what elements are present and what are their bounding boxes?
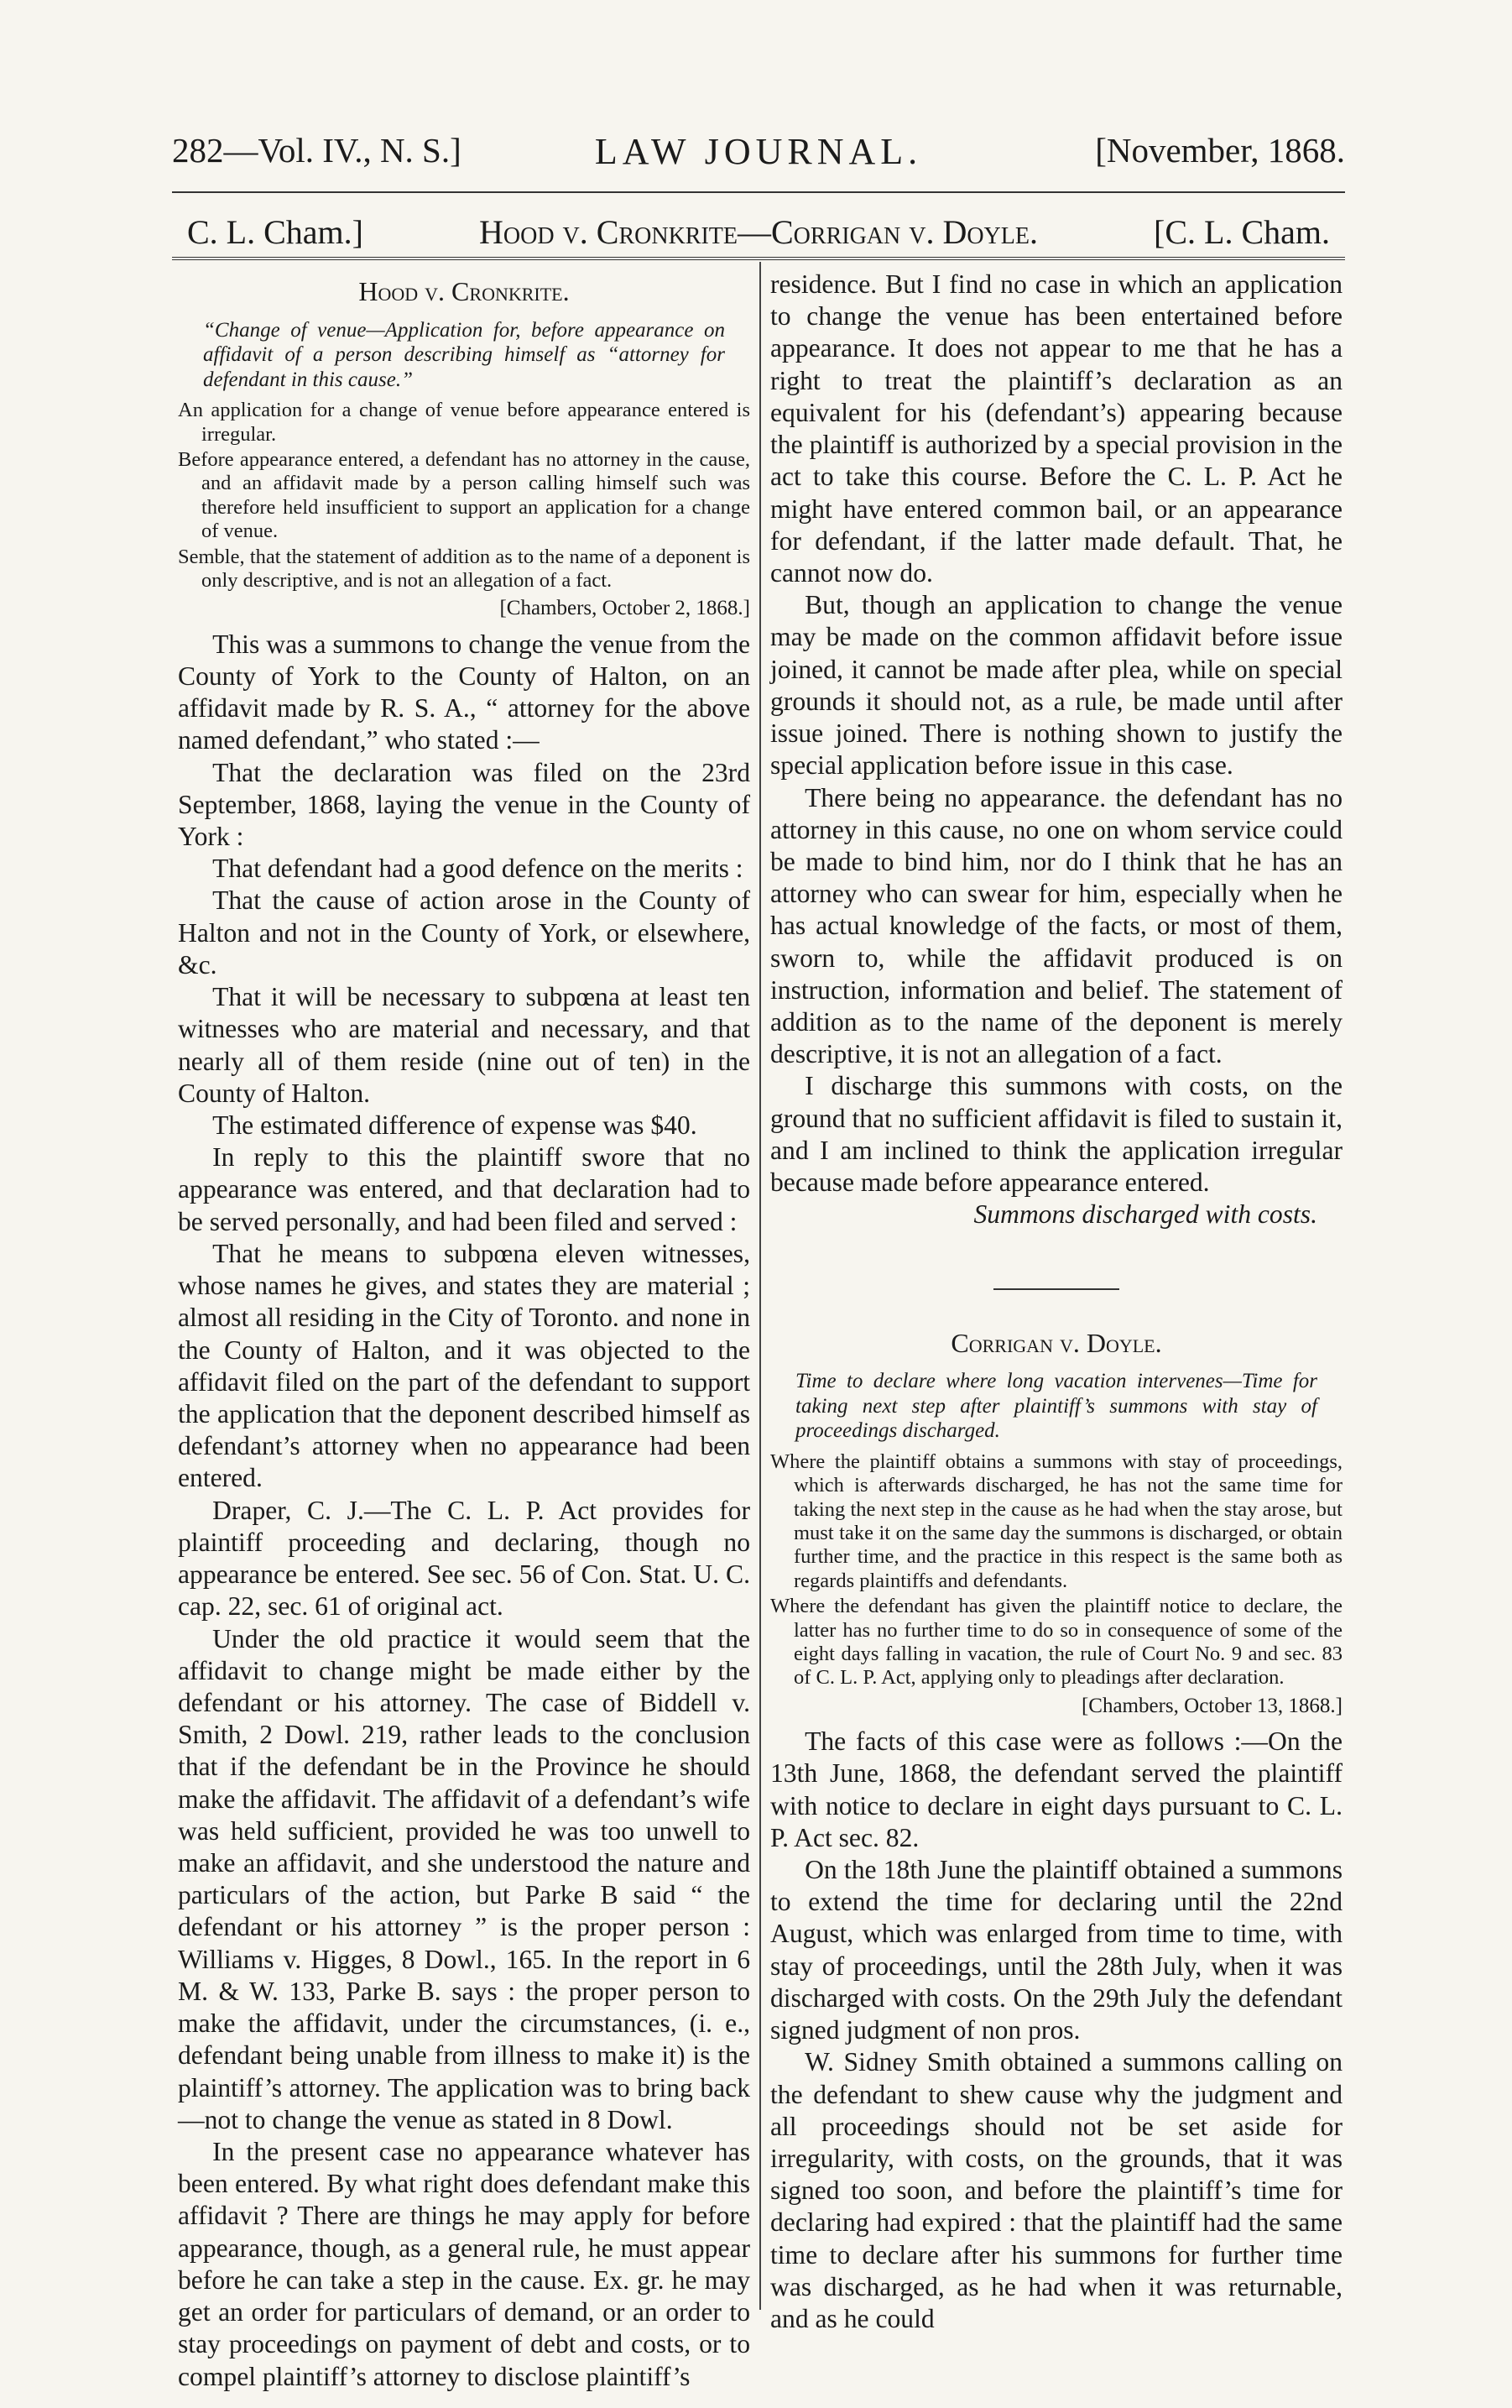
- running-head-center: Hood v. Cronkrite—Corrigan v. Doyle.: [479, 213, 1038, 251]
- chambers-date: [Chambers, October 13, 1868.]: [1081, 1694, 1343, 1717]
- section-separator: [993, 1288, 1119, 1290]
- running-head: [172, 212, 1345, 259]
- journal-title: LAW JOURNAL.: [594, 131, 923, 172]
- paragraph: That he means to subpœna eleven witnesses, whose names he gives, and states they are material ; almost all residing in the City of Toronto. and none in the County of Halton, and it was objected to the affidavit filed on the part of the defendant to support the application that the deponent described himself as defendant’s attorney when no appearance had been entered.: [178, 1238, 750, 1493]
- chambers-date: [Chambers, October 2, 1868.]: [499, 597, 750, 620]
- paragraph: W. Sidney Smith obtained a summons calling on the defendant to shew cause why the judgment and all proceedings should not be set aside for irregularity, with costs, on the grounds, that it was signed too soon, and before the plaintiff’s time for declaring had expired : that the plaintiff had the same time to declare after his summons for further time was discharged, as he had when it was returnable, and as he could: [770, 2047, 1343, 2334]
- headnote: Before appearance entered, a defendant has no attorney in the cause, and an affidavit made by a person calling himself such was therefore held insufficient to support an application for a change of venue.: [178, 448, 750, 543]
- issue-date: [November, 1868.: [1095, 131, 1345, 170]
- case-summary-hood: “Change of venue—Application for, before appearance on affidavit of a person describing himself as “attorney for defendant in this cause.”: [203, 318, 725, 391]
- paragraph: That the cause of action arose in the County of Halton and not in the County of York, or elsewhere, &c.: [178, 885, 750, 979]
- paragraph: This was a summons to change the venue from the County of York to the County of Halton, on an affidavit made by R. S. A., “ attorney for the above named defendant,” who stated :—: [178, 629, 750, 755]
- paragraph: There being no appearance. the defendant has no attorney in this cause, no one on whom service could be made to bind him, nor do I think that he has an attorney who can swear for him, especially when he has actual knowledge of the facts, or most of them, sworn to, while the affidavit produced is on instruction, information and belief. The statement of addition as to the name of the deponent is merely descriptive, it is not an allegation of a fact.: [770, 782, 1343, 1069]
- case-result: Summons discharged with costs.: [973, 1199, 1317, 1230]
- paragraph: In the present case no appearance whatever has been entered. By what right does defendant make this affidavit ? There are things he may apply for before appearance, though, as a general rule, he must appear before he can take a step in the cause. Ex. gr. he may get an order for particulars of demand, or an order to stay proceedings on payment of debt and costs, or to compel plaintiff’s attorney to disclose plaintiff’s: [178, 2137, 750, 2391]
- left-column: [178, 269, 750, 2391]
- paragraph: Draper, C. J.—The C. L. P. Act provides for plaintiff proceeding and declaring, though no appearance be entered. See sec. 56 of Con. Stat. U. C. cap. 22, sec. 61 of original act.: [178, 1495, 750, 1622]
- header-rule: [172, 191, 1345, 193]
- page-header: [172, 130, 1345, 180]
- headnote: Semble, that the statement of addition as to the name of a deponent is only descriptive, and is not an allegation of a fact.: [178, 545, 750, 593]
- paragraph: But, though an application to change the venue may be made on the common affidavit before issue joined, it cannot be made after plea, while on special grounds it should not, as a rule, be made until after issue joined. There is nothing shown to justify the special application before issue in this case.: [770, 590, 1343, 781]
- paragraph: Under the old practice it would seem that the affidavit to change might be made either by the defendant or his attorney. The case of Biddell v. Smith, 2 Dowl. 219, rather leads to the conclusion that if the defendant be in the Province he should make the affidavit. The affidavit of a defendant’s wife was held sufficient, provided he was too unwell to make an affidavit, and she understood the nature and particulars of the action, but Parke B said “ the defendant or his attorney ” is the proper person : Williams v. Higges, 8 Dowl., 165. In the report in 6 M. & W. 133, Parke B. says : the proper person to make the affidavit, under the circumstances, (i. e., defendant being unable from illness to make it) is the plaintiff’s attorney. The application was to bring back—not to change the venue as stated in 8 Dowl.: [178, 1623, 750, 2134]
- column-divider: [759, 262, 761, 2310]
- paragraph: residence. But I find no case in which an application to change the venue has been entertained before appearance. It does not appear to me that he has a right to treat the plaintiff’s declaration as an equivalent for his (defendant’s) appearing because the plaintiff is authorized by a special provision in the act to take this course. Before the C. L. P. Act he might have entered common bail, or an appearance for defendant, if the latter made default. That, he cannot now do.: [770, 269, 1343, 588]
- paragraph: The estimated difference of expense was $40.: [212, 1110, 697, 1140]
- paragraph: On the 18th June the plaintiff obtained a summons to extend the time for declaring until the 22nd August, which was enlarged from time to time, with stay of proceedings, until the 28th July, when it was discharged with costs. On the 29th July the defendant signed judgment of non pros.: [770, 1854, 1343, 2045]
- case-title-corrigan: Corrigan v. Doyle.: [951, 1327, 1162, 1358]
- running-head-left: C. L. Cham.]: [187, 213, 363, 251]
- running-head-right: [C. L. Cham.: [1154, 213, 1330, 251]
- paragraph: That defendant had a good defence on the merits :: [212, 854, 743, 884]
- paragraph: That it will be necessary to subpœna at least ten witnesses who are material and necessary, and that nearly all of them reside (nine out of ten) in the County of Halton.: [178, 982, 750, 1108]
- headnote: Where the defendant has given the plaintiff notice to declare, the latter has no further time to do so in consequence of some of the eight days falling in vacation, the rule of Court No. 9 and sec. 83 of C. L. P. Act, applying only to pleadings after declaration.: [770, 1595, 1343, 1690]
- headnote: An application for a change of venue before appearance entered is irregular.: [178, 399, 750, 446]
- paragraph: That the declaration was filed on the 23rd September, 1868, laying the venue in the County of York :: [178, 757, 750, 852]
- running-head-rule: [172, 257, 1345, 260]
- paragraph: I discharge this summons with costs, on the ground that no sufficient affidavit is filed to sustain it, and I am inclined to think the application irregular because made before appearance entered.: [770, 1071, 1343, 1198]
- right-column: [770, 269, 1343, 2334]
- paragraph: The facts of this case were as follows :—On the 13th June, 1868, the defendant served the plaintiff with notice to declare in eight days pursuant to C. L. P. Act sec. 82.: [770, 1726, 1343, 1852]
- paragraph: In reply to this the plaintiff swore that no appearance was entered, and that declaration had to be served personally, and had been filed and served :: [178, 1142, 750, 1236]
- headnote: Where the plaintiff obtains a summons with stay of proceedings, which is afterwards discharged, he has not the same time for taking the next step in the cause as he had when the stay arose, but must take it on the same day the summons is discharged, or obtain further time, and the practice in this respect is the same both as regards plaintiffs and defendants.: [770, 1450, 1343, 1592]
- page-number: 282—Vol. IV., N. S.]: [172, 131, 461, 170]
- case-title-hood: Hood v. Cronkrite.: [358, 276, 570, 306]
- case-summary-corrigan: Time to declare where long vacation intervenes—Time for taking next step after plaintiff’s summons with stay of proceedings discharged.: [795, 1370, 1317, 1443]
